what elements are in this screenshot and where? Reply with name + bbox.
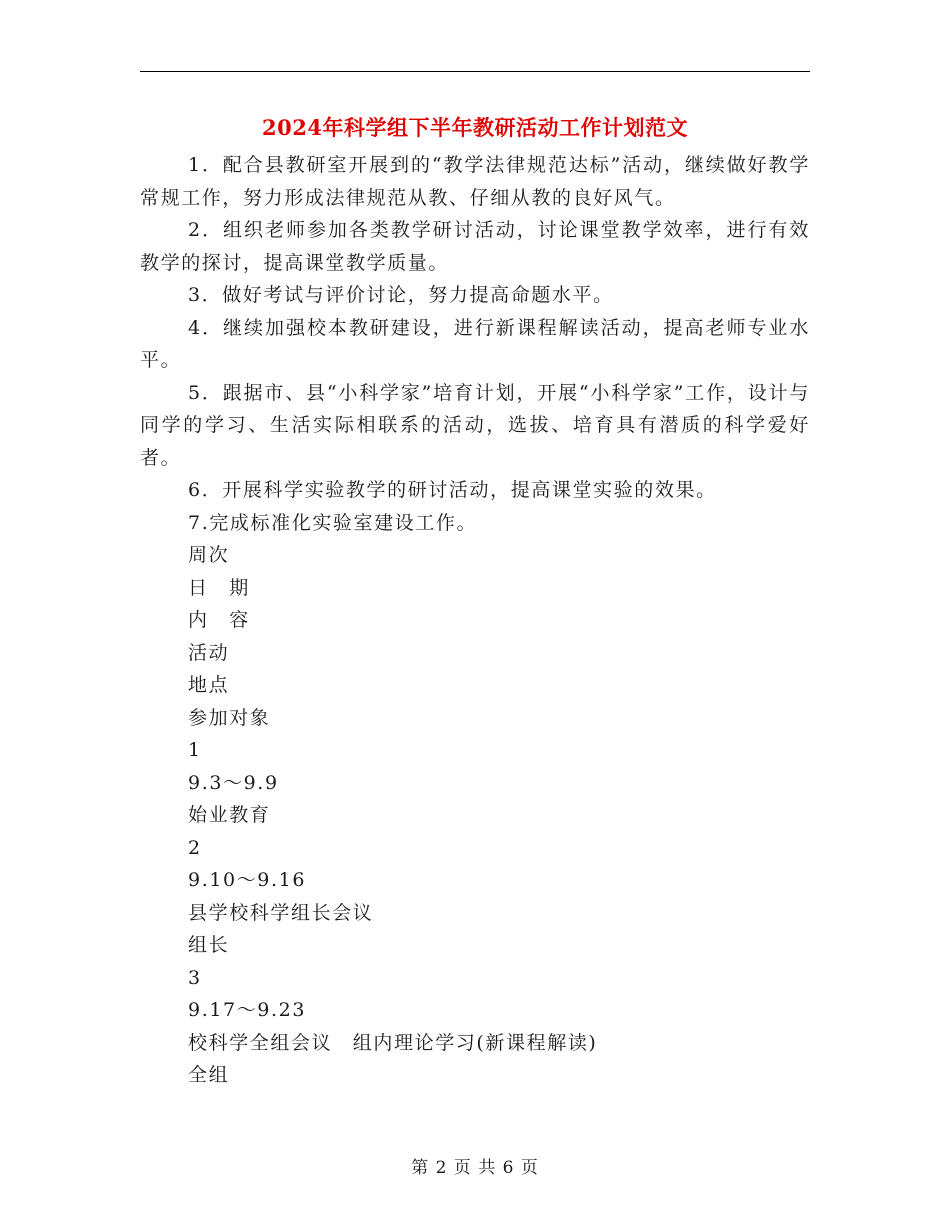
table-header-date: 日 期 bbox=[188, 576, 250, 599]
table-cell: 9.17～9.23 bbox=[188, 999, 307, 1021]
document-title: 2024年科学组下半年教研活动工作计划范文 bbox=[262, 115, 688, 140]
paragraph-1: 1．配合县教研室开展到的“教学法律规范达标”活动，继续做好教学常规工作，努力形成法律规范从教、仔细从教的良好风气。 bbox=[140, 154, 810, 209]
paragraph-3: 3．做好考试与评价讨论，努力提高命题水平。 bbox=[188, 284, 614, 306]
paragraph-4: 4．继续加强校本教研建设，进行新课程解读活动，提高老师专业水平。 bbox=[140, 316, 810, 371]
table-cell: 9.3～9.9 bbox=[188, 771, 279, 794]
table-cell: 1 bbox=[188, 739, 202, 761]
table-cell: 2 bbox=[188, 836, 202, 859]
table-cell: 3 bbox=[188, 966, 202, 989]
table-header-participants: 参加对象 bbox=[188, 706, 271, 729]
table-cell: 校科学全组会议 组内理论学习(新课程解读) bbox=[188, 1031, 598, 1054]
table-header-activity: 活动 bbox=[188, 641, 230, 664]
table-header-week: 周次 bbox=[188, 544, 230, 566]
table-cell: 9.10～9.16 bbox=[188, 869, 307, 891]
table-cell: 始业教育 bbox=[188, 804, 271, 826]
paragraph-6: 6．开展科学实验教学的研讨活动，提高课堂实验的效果。 bbox=[188, 479, 717, 501]
table-cell: 全组 bbox=[188, 1064, 230, 1086]
page-footer: 第 2 页 共 6 页 bbox=[411, 1158, 539, 1178]
paragraph-7: 7.完成标准化实验室建设工作。 bbox=[188, 511, 478, 534]
document-body bbox=[140, 149, 810, 1092]
header-rule bbox=[140, 71, 810, 72]
schedule-table-text bbox=[140, 539, 810, 1092]
table-cell: 组长 bbox=[188, 934, 230, 956]
paragraph-5: 5．跟据市、县“小科学家”培育计划，开展“小科学家”工作，设计与同学的学习、生活实际相联系的活动，选拔、培育具有潜质的科学爱好者。 bbox=[140, 381, 810, 469]
paragraph-2: 2．组织老师参加各类教学研讨活动，讨论课堂教学效率，进行有效教学的探讨，提高课堂教学质量。 bbox=[140, 219, 810, 274]
table-header-content: 内 容 bbox=[188, 609, 250, 631]
table-cell: 县学校科学组长会议 bbox=[188, 901, 374, 924]
table-header-location: 地点 bbox=[188, 674, 230, 696]
